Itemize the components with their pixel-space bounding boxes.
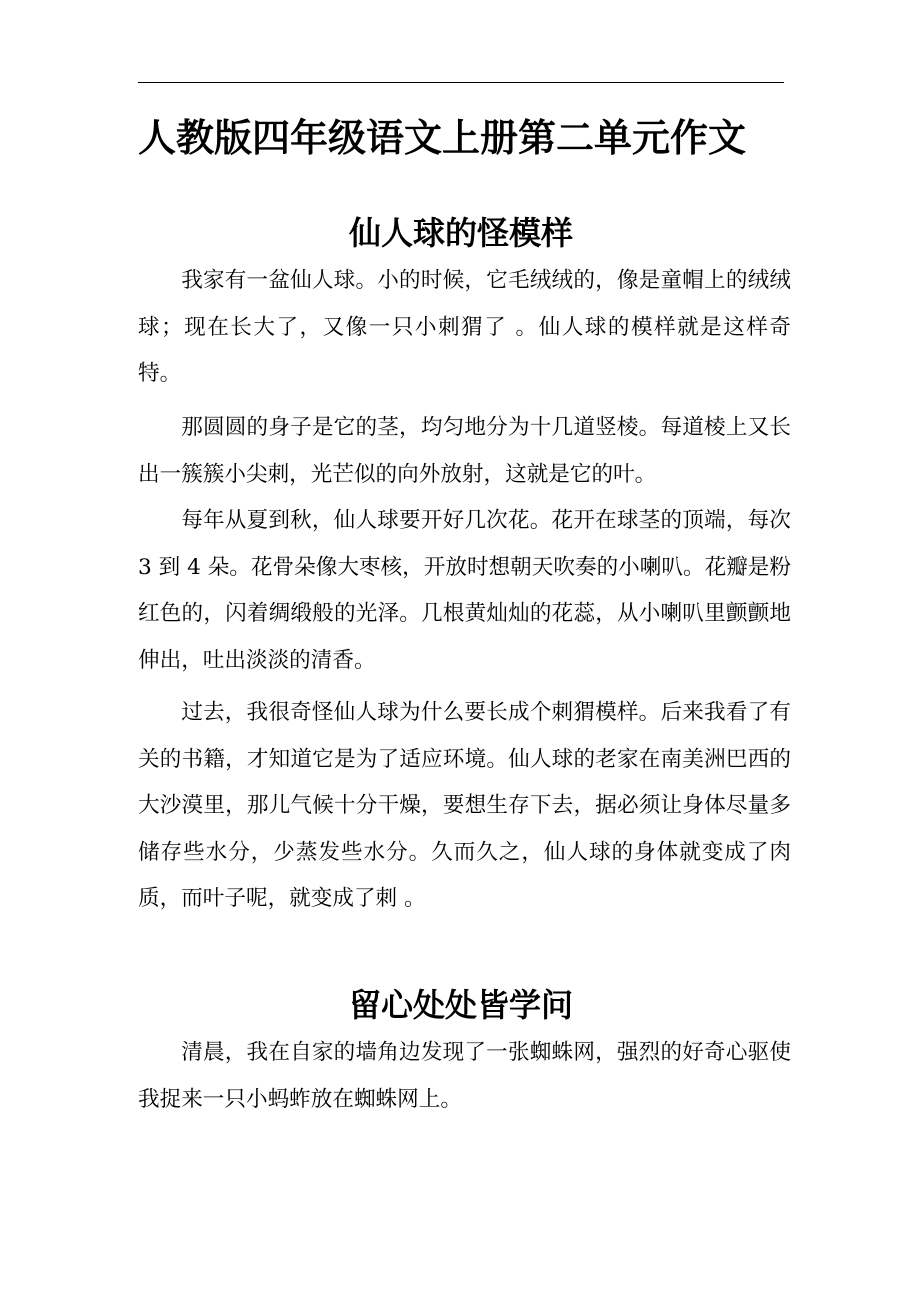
- header-rule: [138, 82, 784, 83]
- essay-title-learning: 留心处处皆学问: [348, 986, 573, 1024]
- essay-paragraph: 清晨，我在自家的墙角边发现了一张蜘蛛网，强烈的好奇心驱使我捉来一只小蚂蚱放在蜘蛛网上。: [138, 1040, 791, 1112]
- essay-title-cactus: 仙人球的怪模样: [348, 214, 573, 252]
- essay-paragraph: 过去，我很奇怪仙人球为什么要长成个刺猬模样。后来我看了有关的书籍，才知道它是为了适应环境。仙人球的老家在南美洲巴西的大沙漠里，那儿气候十分干燥，要想生存下去，据必须让身体尽量多储存些水分，少蒸发些水分。久而久之，仙人球的身体就变成了肉质，而叶子呢，就变成了刺 。: [138, 700, 791, 911]
- document-title: 人教版四年级语文上册第二单元作文: [138, 116, 747, 160]
- essay-paragraph: 那圆圆的身子是它的茎，均匀地分为十几道竖棱。每道棱上又长出一簇簇小尖刺，光芒似的向外放射，这就是它的叶。: [138, 415, 791, 487]
- essay-paragraph: 我家有一盆仙人球。小的时候，它毛绒绒的，像是童帽上的绒绒球；现在长大了，又像一只小刺猬了 。仙人球的模样就是这样奇特。: [138, 268, 791, 386]
- essay-paragraph: 每年从夏到秋，仙人球要开好几次花。花开在球茎的顶端，每次 3 到 4 朵。花骨朵像大枣核，开放时想朝天吹奏的小喇叭。花瓣是粉红色的，闪着绸缎般的光泽。几根黄灿灿的花蕊，从小喇叭里颤颤地伸出，吐出淡淡的清香。: [138, 508, 791, 673]
